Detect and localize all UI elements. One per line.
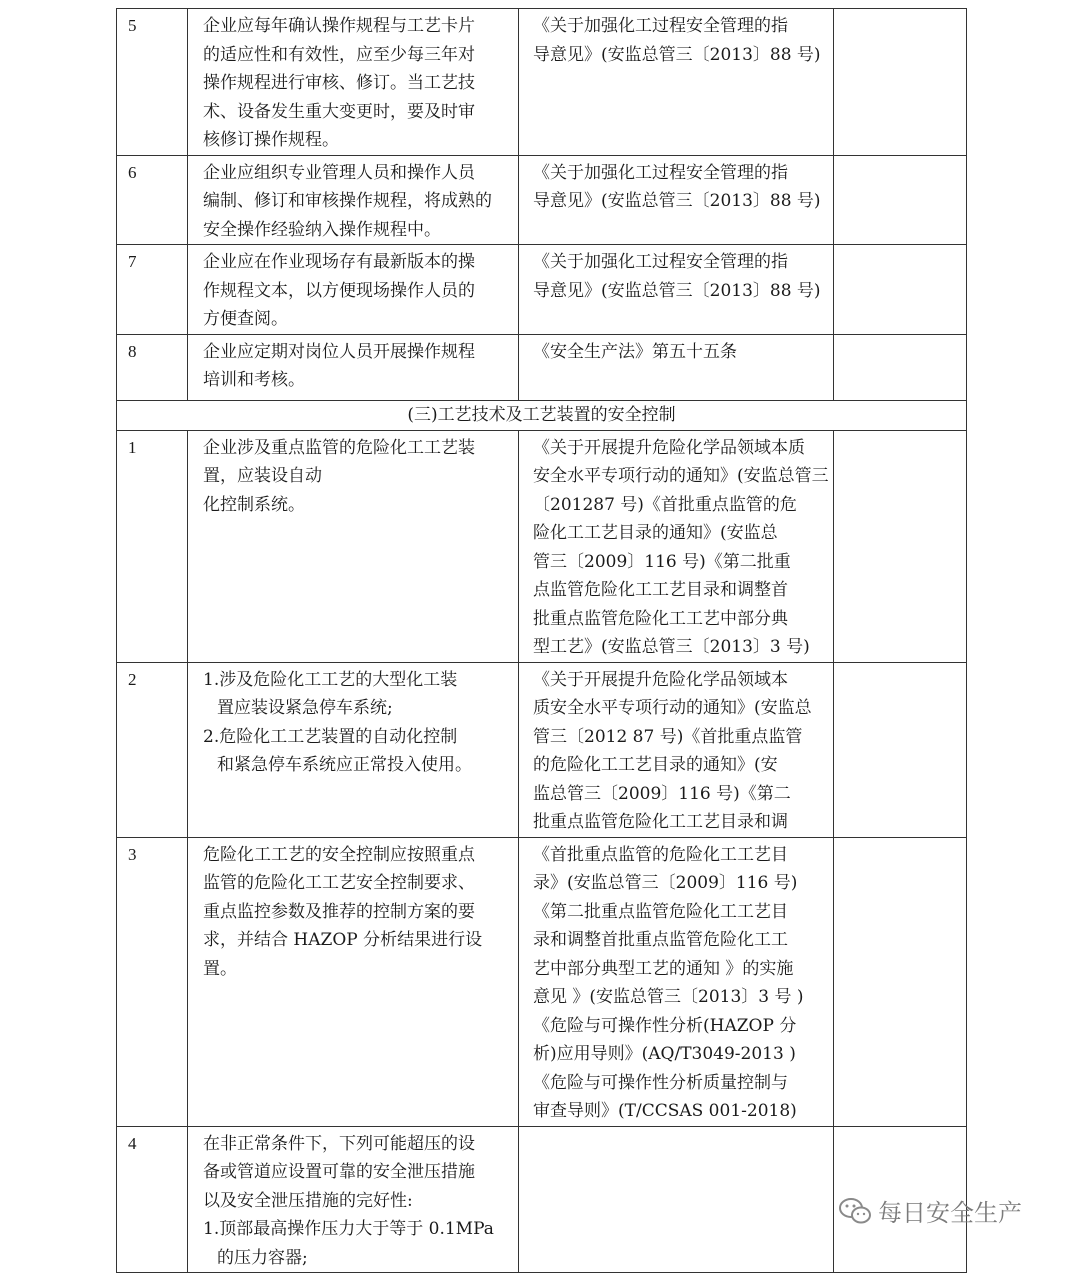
text-line: 置应装设紧急停车系统; bbox=[217, 698, 393, 718]
text-line: 析)应用导则》(AQ/T3049-2013 ) bbox=[533, 1044, 796, 1064]
text-line: 1.顶部最高操作压力大于等于 0.1MPa bbox=[203, 1219, 494, 1239]
text-line: 安全水平专项行动的通知》(安监总管三 bbox=[533, 466, 829, 486]
text-line: 培训和考核。 bbox=[203, 370, 305, 390]
text-line: 录》(安监总管三〔2009〕116 号) bbox=[533, 873, 798, 893]
text-line: 《危险与可操作性分析质量控制与 bbox=[533, 1072, 788, 1093]
text-line: 《安全生产法》第五十五条 bbox=[533, 341, 737, 362]
table-row bbox=[117, 430, 967, 662]
text-line: 企业应在作业现场存有最新版本的操 bbox=[203, 252, 475, 272]
text-line: 编制、修订和审核操作规程，将成熟的 bbox=[203, 191, 492, 211]
reference-cell bbox=[519, 245, 834, 335]
text-line: 作规程文本，以方便现场操作人员的 bbox=[203, 280, 475, 301]
text-line: 《危险与可操作性分析(HAZOP 分 bbox=[533, 1015, 797, 1036]
requirement-cell bbox=[188, 334, 519, 400]
text-line: 求，并结合 HAZOP 分析结果进行设 bbox=[203, 930, 483, 950]
text-line: 企业涉及重点监管的危险化工工艺装 bbox=[203, 437, 475, 458]
text-line: 监总管三〔2009〕116 号)《第二 bbox=[533, 783, 791, 804]
text-line: 2.危险化工工艺装置的自动化控制 bbox=[203, 726, 458, 747]
reference-cell bbox=[519, 155, 834, 245]
section-title: (三)工艺技术及工艺装置的安全控制 bbox=[117, 400, 967, 430]
text-line: 批重点监管危险化工工艺目录和调 bbox=[533, 812, 788, 832]
reference-cell bbox=[519, 334, 834, 400]
table-row bbox=[117, 837, 967, 1126]
text-line: 的适应性和有效性，应至少每三年对 bbox=[203, 44, 475, 65]
text-line: 术、设备发生重大变更时，要及时审 bbox=[203, 101, 475, 122]
text-line: 意见 》(安监总管三〔2013〕3 号 ) bbox=[533, 987, 804, 1007]
remarks-cell bbox=[834, 662, 967, 837]
text-line: 《关于加强化工过程安全管理的指 bbox=[533, 252, 788, 272]
text-line: 点监管危险化工工艺目录和调整首 bbox=[533, 580, 788, 600]
text-line: 管三〔2012 87 号)《首批重点监管 bbox=[533, 726, 803, 747]
watermark-text: 每日安全生产 bbox=[878, 1199, 1022, 1227]
text-line: 和紧急停车系统应正常投入使用。 bbox=[217, 755, 472, 775]
text-line: 《关于加强化工过程安全管理的指 bbox=[533, 162, 788, 183]
table-row bbox=[117, 334, 967, 400]
row-number: 3 bbox=[117, 837, 188, 1126]
row-number: 6 bbox=[117, 155, 188, 245]
requirement-cell bbox=[188, 9, 519, 156]
requirement-cell bbox=[188, 155, 519, 245]
requirement-cell bbox=[188, 1126, 519, 1273]
row-number: 1 bbox=[117, 430, 188, 662]
safety-requirements-table bbox=[116, 8, 967, 1273]
text-line: 核修订操作规程。 bbox=[203, 130, 339, 150]
remarks-cell bbox=[834, 155, 967, 245]
row-number: 5 bbox=[117, 9, 188, 156]
text-line: 企业应每年确认操作规程与工艺卡片 bbox=[203, 16, 475, 36]
remarks-cell bbox=[834, 430, 967, 662]
row-number: 7 bbox=[117, 245, 188, 335]
remarks-cell bbox=[834, 9, 967, 156]
text-line: 《第二批重点监管危险化工工艺目 bbox=[533, 901, 788, 922]
row-number: 2 bbox=[117, 662, 188, 837]
text-line: 险化工工艺目录的通知》(安监总 bbox=[533, 523, 778, 543]
text-line: 《关于加强化工过程安全管理的指 bbox=[533, 16, 788, 36]
text-line: 安全操作经验纳入操作规程中。 bbox=[203, 219, 441, 240]
text-line: 《关于开展提升危险化学品领域本 bbox=[533, 669, 788, 690]
table-row bbox=[117, 245, 967, 335]
text-line: 录和调整首批重点监管危险化工工 bbox=[533, 930, 788, 950]
reference-cell bbox=[519, 430, 834, 662]
text-line: 的压力容器; bbox=[217, 1247, 308, 1268]
table-row bbox=[117, 662, 967, 837]
text-line: 批重点监管危险化工工艺中部分典 bbox=[533, 608, 788, 629]
table-row bbox=[117, 9, 967, 156]
remarks-cell bbox=[834, 245, 967, 335]
requirement-cell bbox=[188, 837, 519, 1126]
requirement-cell bbox=[188, 245, 519, 335]
text-line: 化控制系统。 bbox=[203, 494, 305, 515]
text-line: 重点监控参数及推荐的控制方案的要 bbox=[203, 901, 475, 922]
text-line: 导意见》(安监总管三〔2013〕88 号) bbox=[533, 191, 821, 211]
text-line: 〔201287 号)《首批重点监管的危 bbox=[533, 494, 797, 515]
document-page bbox=[116, 8, 966, 1273]
text-line: 质安全水平专项行动的通知》(安监总 bbox=[533, 698, 812, 718]
table-row bbox=[117, 155, 967, 245]
row-number: 8 bbox=[117, 334, 188, 400]
remarks-cell bbox=[834, 334, 967, 400]
text-line: 《首批重点监管的危险化工工艺目 bbox=[533, 844, 788, 865]
text-line: 备或管道应设置可靠的安全泄压措施 bbox=[203, 1162, 475, 1182]
text-line: 管三〔2009〕116 号)《第二批重 bbox=[533, 551, 791, 572]
text-line: 艺中部分典型工艺的通知 》的实施 bbox=[533, 958, 794, 979]
remarks-cell bbox=[834, 837, 967, 1126]
text-line: 以及安全泄压措施的完好性: bbox=[203, 1190, 413, 1211]
text-line: 的危险化工工艺目录的通知》(安 bbox=[533, 755, 778, 775]
wechat-icon bbox=[838, 1196, 872, 1226]
reference-cell bbox=[519, 9, 834, 156]
text-line: 导意见》(安监总管三〔2013〕88 号) bbox=[533, 280, 821, 301]
text-line: 型工艺》(安监总管三〔2013〕3 号) bbox=[533, 637, 810, 657]
text-line: 危险化工工艺的安全控制应按照重点 bbox=[203, 844, 475, 865]
text-line: 操作规程进行审核、修订。当工艺技 bbox=[203, 73, 475, 93]
section-row bbox=[117, 400, 967, 430]
text-line: 方便查阅。 bbox=[203, 309, 288, 329]
row-number: 4 bbox=[117, 1126, 188, 1273]
reference-cell bbox=[519, 1126, 834, 1273]
reference-cell bbox=[519, 837, 834, 1126]
text-line: 企业应定期对岗位人员开展操作规程 bbox=[203, 341, 475, 362]
text-line: 置。 bbox=[203, 958, 237, 979]
watermark bbox=[838, 1193, 1022, 1228]
reference-cell bbox=[519, 662, 834, 837]
text-line: 在非正常条件下，下列可能超压的设 bbox=[203, 1133, 475, 1154]
text-line: 1.涉及危险化工工艺的大型化工装 bbox=[203, 669, 458, 690]
text-line: 企业应组织专业管理人员和操作人员 bbox=[203, 162, 475, 183]
text-line: 审查导则》(T/CCSAS 001-2018) bbox=[533, 1101, 797, 1121]
requirement-cell bbox=[188, 662, 519, 837]
requirement-cell bbox=[188, 430, 519, 662]
text-line: 《关于开展提升危险化学品领域本质 bbox=[533, 437, 805, 458]
text-line: 导意见》(安监总管三〔2013〕88 号) bbox=[533, 44, 821, 65]
text-line: 置，应装设自动 bbox=[203, 466, 322, 486]
text-line: 监管的危险化工工艺安全控制要求、 bbox=[203, 873, 475, 893]
